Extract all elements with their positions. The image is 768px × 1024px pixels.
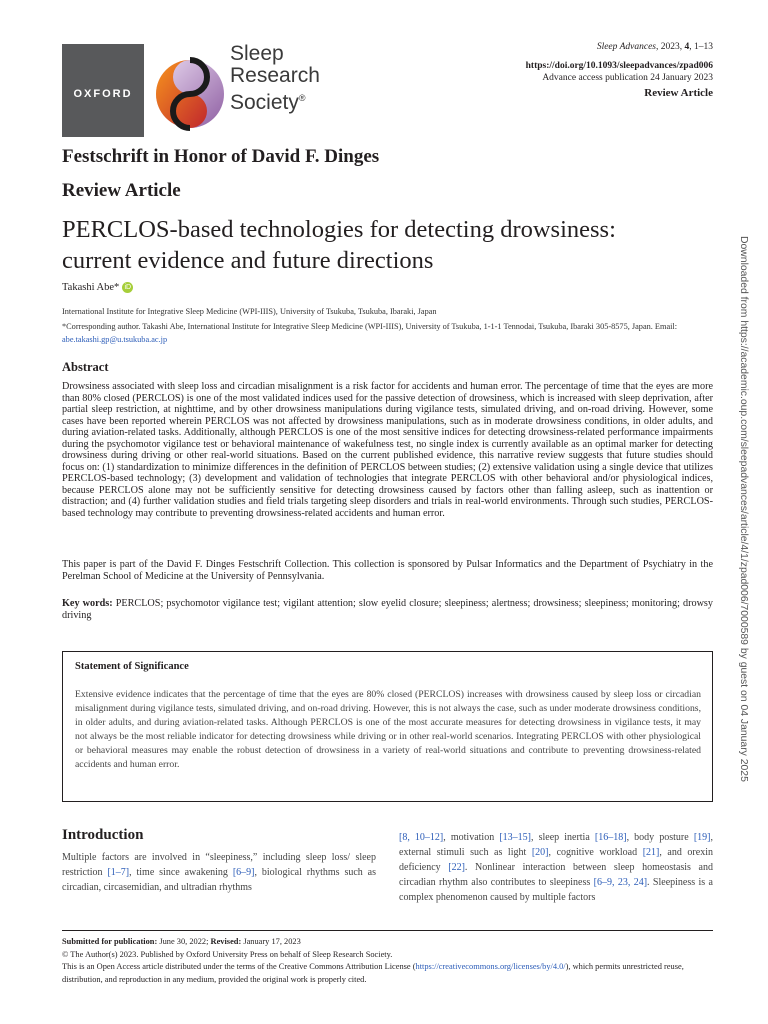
license-note: [62, 961, 717, 986]
journal-pages: , 1–13: [689, 42, 713, 52]
license-text-end: ), which permits unrestricted reuse, distribution, and reproduction in any medium, provided the original work is properly cited.: [62, 962, 684, 984]
submitted-label: Submitted for publication:: [62, 937, 158, 946]
title-line-1: PERCLOS-based technologies for detecting drowsiness:: [62, 216, 616, 243]
intro-column-right: [399, 830, 713, 905]
citation-link[interactable]: [20]: [531, 847, 549, 858]
intro-text: , time since awakening: [129, 867, 233, 878]
download-note-text: Downloaded from https://academic.oup.com/sleepadvances/article/4/1/zpad006/7000589 by guest on 04 January 2025: [738, 236, 749, 782]
sleep-research-society-logo-icon: [155, 44, 225, 137]
author-name[interactable]: Takashi Abe*: [62, 282, 120, 293]
abstract-heading: Abstract: [62, 360, 109, 374]
intro-text: , sleep inertia: [530, 832, 595, 843]
license-text: This is an Open Access article distributed under the terms of the Creative Commons Attribution License (: [62, 962, 416, 971]
author-line: [62, 282, 133, 293]
intro-text: , motivation: [443, 832, 500, 843]
download-note: [735, 236, 751, 796]
submission-dates: [62, 936, 717, 949]
doi-link[interactable]: https://doi.org/10.1093/sleepadvances/zpad006: [525, 61, 713, 71]
section-label: Review Article: [62, 180, 181, 201]
citation-link[interactable]: [6–9]: [232, 867, 255, 878]
intro-text: , biological rhythms such as circadian, circasemidian, and ultradian rhythms: [62, 867, 376, 893]
footer-notes: [62, 936, 717, 986]
title-line-2: current evidence and future directions: [62, 247, 434, 274]
affiliation: International Institute for Integrative Sleep Medicine (WPI-IIIS), University of Tsukuba, Tsukuba, Ibaraki, Japan: [62, 307, 437, 316]
significance-text: Extensive evidence indicates that the percentage of time that the eyes are 80% closed (PERCLOS) increases with drowsiness caused by sleep loss or circadian misalignment during vigilance tests, simulated driving, and on-road driving. However, this is not always the case, such as under moderate drowsiness conditions, in older adults, and during aviation-related tasks. Although PERCLOS is one of the most accurate measures for detecting drowsiness in vigilance tests, it may not always be the most reliable indicator for detecting drowsiness while driving or in other real-world scenarios. Integrating PERCLOS with other physiological or behavioral measures may enable the robust detection of drowsiness in a variety of real-world situations and contribute to preventing drowsiness-related accidents and human error.: [75, 689, 701, 770]
oxford-logo: [62, 44, 144, 137]
intro-text: , external stimuli such as light: [399, 832, 713, 858]
registered-mark: ®: [298, 93, 306, 103]
citation-link[interactable]: [8, 10–12]: [399, 832, 444, 843]
article-type: Review Article: [644, 87, 713, 99]
citation-link[interactable]: [22]: [448, 862, 465, 873]
intro-text: , cognitive workload: [548, 847, 643, 858]
revised-label: Revised:: [210, 937, 242, 946]
journal-volume: 4: [684, 42, 690, 52]
collection-note: This paper is part of the David F. Dinges Festschrift Collection. This collection is sponsored by Pulsar Informatics and the Department of Psychiatry in the Perelman School of Medicine at the University of Pennsylvania.: [62, 559, 713, 582]
corresponding-author: [62, 320, 714, 346]
intro-text: . Nonlinear interaction between sleep homeostasis and circadian rhythm also contributes to sleepiness: [399, 862, 713, 888]
corresponding-text: *Corresponding author. Takashi Abe, International Institute for Integrative Sleep Medicine (WPI-IIIS), University of Tsukuba, 1-1-1 Tennodai, Tsukuba, Ibaraki 305-8575, Japan. Email:: [62, 322, 678, 331]
citation-link[interactable]: [1–7]: [107, 867, 130, 878]
journal-name: Sleep Advances: [596, 42, 656, 52]
submitted-date: June 30, 2022;: [157, 937, 211, 946]
society-name: [230, 43, 320, 114]
footer-divider: [62, 930, 713, 931]
citation-link[interactable]: [21]: [642, 847, 660, 858]
society-line-3-text: Society: [230, 91, 299, 114]
journal-year: , 2023,: [656, 42, 685, 52]
significance-box: [62, 651, 713, 802]
email-link[interactable]: abe.takashi.gp@u.tsukuba.ac.jp: [62, 335, 168, 344]
copyright-note: © The Author(s) 2023. Published by Oxford University Press on behalf of Sleep Research Society.: [62, 949, 393, 959]
oxford-logo-text: OXFORD: [73, 88, 133, 100]
intro-text: , body posture: [626, 832, 694, 843]
society-line-3: [230, 87, 320, 114]
citation-link[interactable]: [6–9, 23, 24]: [593, 877, 648, 888]
festschrift-heading: Festschrift in Honor of David F. Dinges: [62, 146, 380, 167]
society-line-1: Sleep: [230, 42, 284, 65]
citation-link[interactable]: [16–18]: [594, 832, 627, 843]
revised-date: January 17, 2023: [241, 937, 301, 946]
intro-text: Multiple factors are involved in “sleepiness,” including sleep loss/ sleep restriction: [62, 852, 376, 878]
keywords: [62, 598, 713, 622]
citation-link[interactable]: [19]: [693, 832, 711, 843]
license-link[interactable]: https://creativecommons.org/licenses/by/4.0/: [415, 962, 566, 971]
introduction-heading: Introduction: [62, 827, 144, 843]
society-line-2: Research: [230, 64, 320, 87]
intro-text: , and orexin deficiency: [399, 847, 713, 873]
keywords-list: PERCLOS; psychomotor vigilance test; vigilant attention; slow eyelid closure; sleepiness; alertness; drowsiness; sleepiness; monitoring; drowsy driving: [62, 598, 713, 621]
abstract-text: Drowsiness associated with sleep loss and circadian misalignment is a risk factor for accidents and human error. The percentage of time that the eyes are more than 80% closed (PERCLOS) is one of the most validated indices used for the passive detection of drowsiness, which is increased with sleep deprivation, after partial sleep restriction, at nighttime, and by other drowsiness manipulations during vigilance tests, simulated driving, and on-road driving. However, some cases have been reported wherein PERCLOS was not affected by drowsiness manipulations, such as in moderate drowsiness conditions, in older adults, and during aviation-related tasks. Additionally, although PERCLOS is one of the most sensitive indices for detecting drowsiness-related performance impairments during the psychomotor vigilance test or behavioral maintenance of wakefulness test, no single index is currently available as an optimal marker for detecting drowsiness during driving or other real-world situations. Based on the current published evidence, this narrative review suggests that future studies should focus on: (1) standardization to minimize differences in the definition of PERCLOS between studies; (2) extensive validation using a single device that utilizes PERCLOS-based technology; (3) development and validation of technologies that integrate PERCLOS with other behavioral and/or physiological indices, because PERCLOS alone may not be sufficiently sensitive for detecting drowsiness caused by factors other than falling asleep, such as inattention or distraction; and (4) further validation studies and field trials targeting sleep disorders and trials in real-world environments. Through such studies, PERCLOS-based technology may contribute to preventing drowsiness-related accidents and human error.: [62, 381, 713, 519]
article-title: [62, 214, 722, 276]
advance-access: Advance access publication 24 January 2023: [542, 73, 713, 83]
keywords-label: Key words:: [62, 598, 113, 609]
journal-citation: [597, 42, 713, 53]
intro-text: . Sleepiness is a complex phenomenon caused by multiple factors: [399, 877, 713, 903]
orcid-icon[interactable]: iD: [122, 282, 133, 293]
significance-heading: Statement of Significance: [75, 661, 189, 672]
intro-column-left: [62, 850, 376, 895]
citation-link[interactable]: [13–15]: [499, 832, 531, 843]
